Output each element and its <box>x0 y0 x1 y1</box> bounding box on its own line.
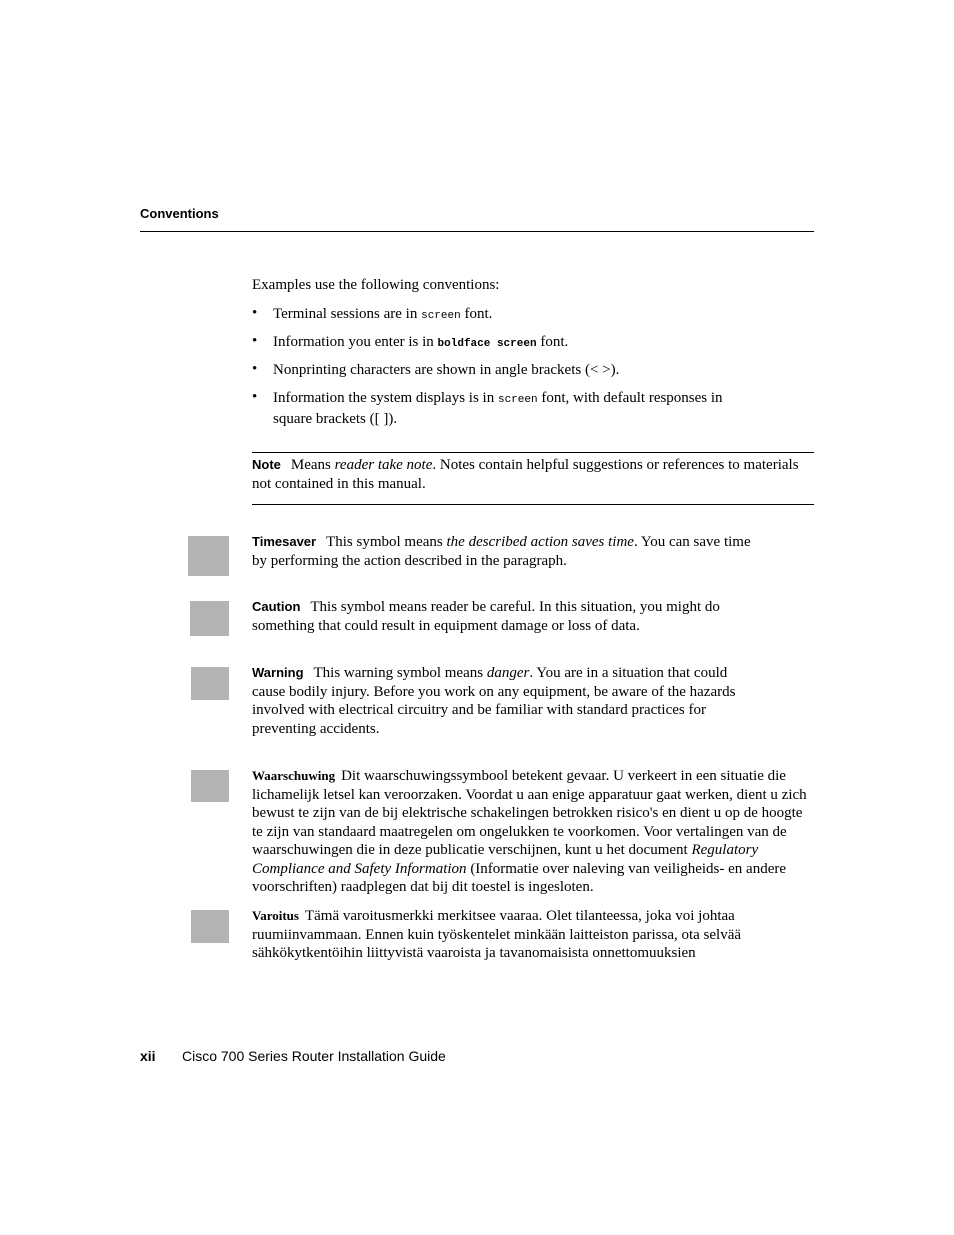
bullet-text: font. <box>460 306 493 322</box>
section-title: Conventions <box>140 206 219 221</box>
bullet-marker: • <box>252 389 258 405</box>
bullet-text: Information you enter is in <box>273 334 438 350</box>
bullet-text: font. <box>536 334 569 350</box>
varoitus-icon <box>191 910 229 943</box>
timesaver-text: . You can save time by performing the action described in the paragraph. <box>252 534 751 569</box>
warning-text: . You are in a situation that could cause bodily injury. Before you work on any equipment, be aware of the hazards involved with electrical circuitry and be familiar with standard practices for preventing accidents. <box>252 665 736 737</box>
waarschuwing-block <box>252 767 814 897</box>
code-sample: screen <box>497 394 538 406</box>
bullet-text: font, with default responses in <box>537 390 723 406</box>
caution-block <box>252 598 752 635</box>
bullet-text: square brackets ([ ]). <box>273 410 398 427</box>
note-top-rule <box>252 452 814 453</box>
varoitus-block <box>252 907 767 963</box>
timesaver-label: Timesaver <box>252 534 317 549</box>
warning-label: Warning <box>252 665 304 680</box>
note-bottom-rule <box>252 504 814 505</box>
warning-emphasis: danger <box>486 665 530 681</box>
timesaver-block <box>252 533 752 570</box>
bullet-text: Terminal sessions are in <box>273 306 422 322</box>
timesaver-text: This symbol means <box>326 534 447 550</box>
bullet-text: Information the system displays is in <box>273 390 498 406</box>
warning-icon <box>191 667 229 700</box>
bullet-item <box>273 389 753 428</box>
bullet-marker: • <box>252 333 258 349</box>
header-rule <box>140 231 814 232</box>
warning-block <box>252 664 757 738</box>
bullet-item: Nonprinting characters are shown in angle brackets (< >). <box>273 362 620 378</box>
bullet-marker: • <box>252 361 258 377</box>
note-text: Means <box>290 457 335 473</box>
waarschuwing-label: Waarschuwing <box>252 768 336 783</box>
caution-label: Caution <box>252 599 301 614</box>
caution-icon <box>190 601 229 636</box>
waarschuwing-emphasis: Regulatory Compliance and Safety Information <box>252 842 759 877</box>
code-sample-bold: boldface screen <box>437 338 537 350</box>
intro-text: Examples use the following conventions: <box>252 277 500 293</box>
waarschuwing-icon <box>191 770 229 802</box>
code-sample: screen <box>421 310 461 322</box>
document-title: Cisco 700 Series Router Installation Guide <box>182 1048 446 1064</box>
note-block <box>252 456 814 493</box>
note-label: Note <box>252 457 281 472</box>
note-emphasis: reader take note <box>334 457 433 473</box>
waarschuwing-text: Dit waarschuwingssymbool betekent gevaar. U verkeert in een situatie die lichamelijk letsel kan veroorzaken. Voordat u aan enige apparatuur gaat werken, dient u zich bewust te zijn van de bij elektrische schakelingen betrokken risico's en dient u op de hoogte te zijn van standaard maatregelen om ongelukken te voorkomen. Voor vertalingen van de waarschuwingen die in deze publicatie verschijnen, kunt u het document <box>252 768 807 858</box>
timesaver-emphasis: the described action saves time <box>446 534 634 550</box>
note-text: . Notes contain helpful suggestions or references to materials not contained in this manual. <box>252 457 799 492</box>
waarschuwing-text: (Informatie over naleving van veiligheids- en andere voorschriften) raadplegen dat bij dit toestel is ingesloten. <box>252 860 787 895</box>
varoitus-label: Varoitus <box>252 908 299 923</box>
caution-text: This symbol means reader be careful. In this situation, you might do something that could result in equipment damage or loss of data. <box>252 599 720 634</box>
bullet-item <box>273 305 753 326</box>
varoitus-text: Tämä varoitusmerkki merkitsee vaaraa. Olet tilanteessa, joka voi johtaa ruumiinvammaan. Ennen kuin työskentelet minkään laitteiston parissa, ota selvää sähkökytkentöihin liittyvistä vaaroista ja tavanomaisista onnettomuuksien <box>252 908 742 961</box>
bullet-item <box>273 333 753 354</box>
bullet-marker: • <box>252 305 258 321</box>
page-number: xii <box>140 1048 156 1064</box>
warning-text: This warning symbol means <box>313 665 487 681</box>
timesaver-icon <box>188 536 229 576</box>
